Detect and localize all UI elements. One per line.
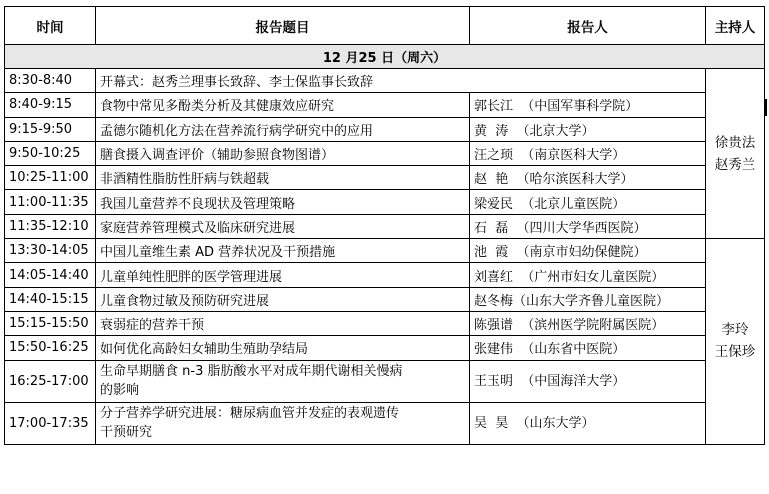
host-cell-morning: [706, 69, 765, 239]
table-row: [5, 287, 765, 311]
host-name: 赵秀兰: [714, 156, 756, 173]
header-title: 报告题目: [96, 7, 470, 45]
date-row: [5, 45, 765, 69]
title-cell: [96, 360, 470, 402]
table-row: [5, 311, 765, 335]
title-line: 的影响: [100, 383, 140, 399]
time-cell: 14:05-14:40: [5, 263, 96, 287]
title-cell: 如何优化高龄妇女辅助生殖助孕结局: [96, 336, 470, 360]
time-cell: 8:30-8:40: [5, 69, 96, 93]
header-speaker: 报告人: [470, 7, 706, 45]
table-row: [5, 239, 765, 263]
speaker-cell: 梁爱民 （北京儿童医院）: [470, 190, 706, 214]
host-cell-afternoon: [706, 239, 765, 444]
header-host: 主持人: [706, 7, 765, 45]
title-cell: 家庭营养管理模式及临床研究进展: [96, 214, 470, 238]
table-row: [5, 336, 765, 360]
table-row: [5, 214, 765, 238]
host-name: 李玲: [721, 322, 749, 339]
host-name: 徐贵法: [714, 134, 756, 151]
table-row: [5, 141, 765, 165]
table-row: [5, 69, 765, 93]
title-cell: 孟德尔随机化方法在营养流行病学研究中的应用: [96, 117, 470, 141]
speaker-cell: 刘喜红 （广州市妇女儿童医院）: [470, 263, 706, 287]
speaker-cell: 王玉明 （中国海洋大学）: [470, 360, 706, 402]
speaker-cell: 池 霞 （南京市妇幼保健院）: [470, 239, 706, 263]
schedule-table: [4, 6, 765, 445]
speaker-cell: 赵 艳 （哈尔滨医科大学）: [470, 166, 706, 190]
table-row: [5, 360, 765, 402]
time-cell: 9:15-9:50: [5, 117, 96, 141]
time-cell: 15:15-15:50: [5, 311, 96, 335]
title-cell: 中国儿童维生素 AD 营养状况及干预措施: [96, 239, 470, 263]
time-cell: 10:25-11:00: [5, 166, 96, 190]
table-row: [5, 402, 765, 444]
time-cell: 16:25-17:00: [5, 360, 96, 402]
header-row: [5, 7, 765, 45]
title-cell: 开幕式：赵秀兰理事长致辞、李士保监事长致辞: [96, 69, 706, 93]
speaker-cell: 汪之顼 （南京医科大学）: [470, 141, 706, 165]
title-cell: 非酒精性脂肪性肝病与铁超载: [96, 166, 470, 190]
table-row: [5, 263, 765, 287]
time-cell: 14:40-15:15: [5, 287, 96, 311]
table-row: [5, 93, 765, 117]
title-cell: 儿童单纯性肥胖的医学管理进展: [96, 263, 470, 287]
time-cell: 13:30-14:05: [5, 239, 96, 263]
title-line: 分子营养学研究进展：糖尿病血管并发症的表观遗传: [100, 406, 400, 422]
table-row: [5, 190, 765, 214]
title-cell: 衰弱症的营养干预: [96, 311, 470, 335]
date-label: 12 月25 日（周六）: [5, 45, 765, 69]
time-cell: 11:35-12:10: [5, 214, 96, 238]
title-cell: 我国儿童营养不良现状及管理策略: [96, 190, 470, 214]
title-cell: 膳食摄入调查评价（辅助参照食物图谱）: [96, 141, 470, 165]
time-cell: 9:50-10:25: [5, 141, 96, 165]
host-name: 王保珍: [714, 344, 756, 361]
title-cell: [96, 402, 470, 444]
speaker-cell: 陈强谱 （滨州医学院附属医院）: [470, 311, 706, 335]
table-row: [5, 117, 765, 141]
time-cell: 8:40-9:15: [5, 93, 96, 117]
title-line: 生命早期膳食 n-3 脂肪酸水平对成年期代谢相关慢病: [100, 364, 403, 380]
edge-mark: [765, 99, 767, 116]
speaker-cell: 黄 涛 （北京大学）: [470, 117, 706, 141]
speaker-cell: 赵冬梅（山东大学齐鲁儿童医院）: [470, 287, 706, 311]
table-row: [5, 166, 765, 190]
speaker-cell: 石 磊 （四川大学华西医院）: [470, 214, 706, 238]
time-cell: 15:50-16:25: [5, 336, 96, 360]
title-cell: 食物中常见多酚类分析及其健康效应研究: [96, 93, 470, 117]
header-time: 时间: [5, 7, 96, 45]
speaker-cell: 张建伟 （山东省中医院）: [470, 336, 706, 360]
title-line: 干预研究: [100, 425, 153, 441]
speaker-cell: 郭长江 （中国军事科学院）: [470, 93, 706, 117]
speaker-cell: 吴 昊 （山东大学）: [470, 402, 706, 444]
time-cell: 11:00-11:35: [5, 190, 96, 214]
time-cell: 17:00-17:35: [5, 402, 96, 444]
title-cell: 儿童食物过敏及预防研究进展: [96, 287, 470, 311]
